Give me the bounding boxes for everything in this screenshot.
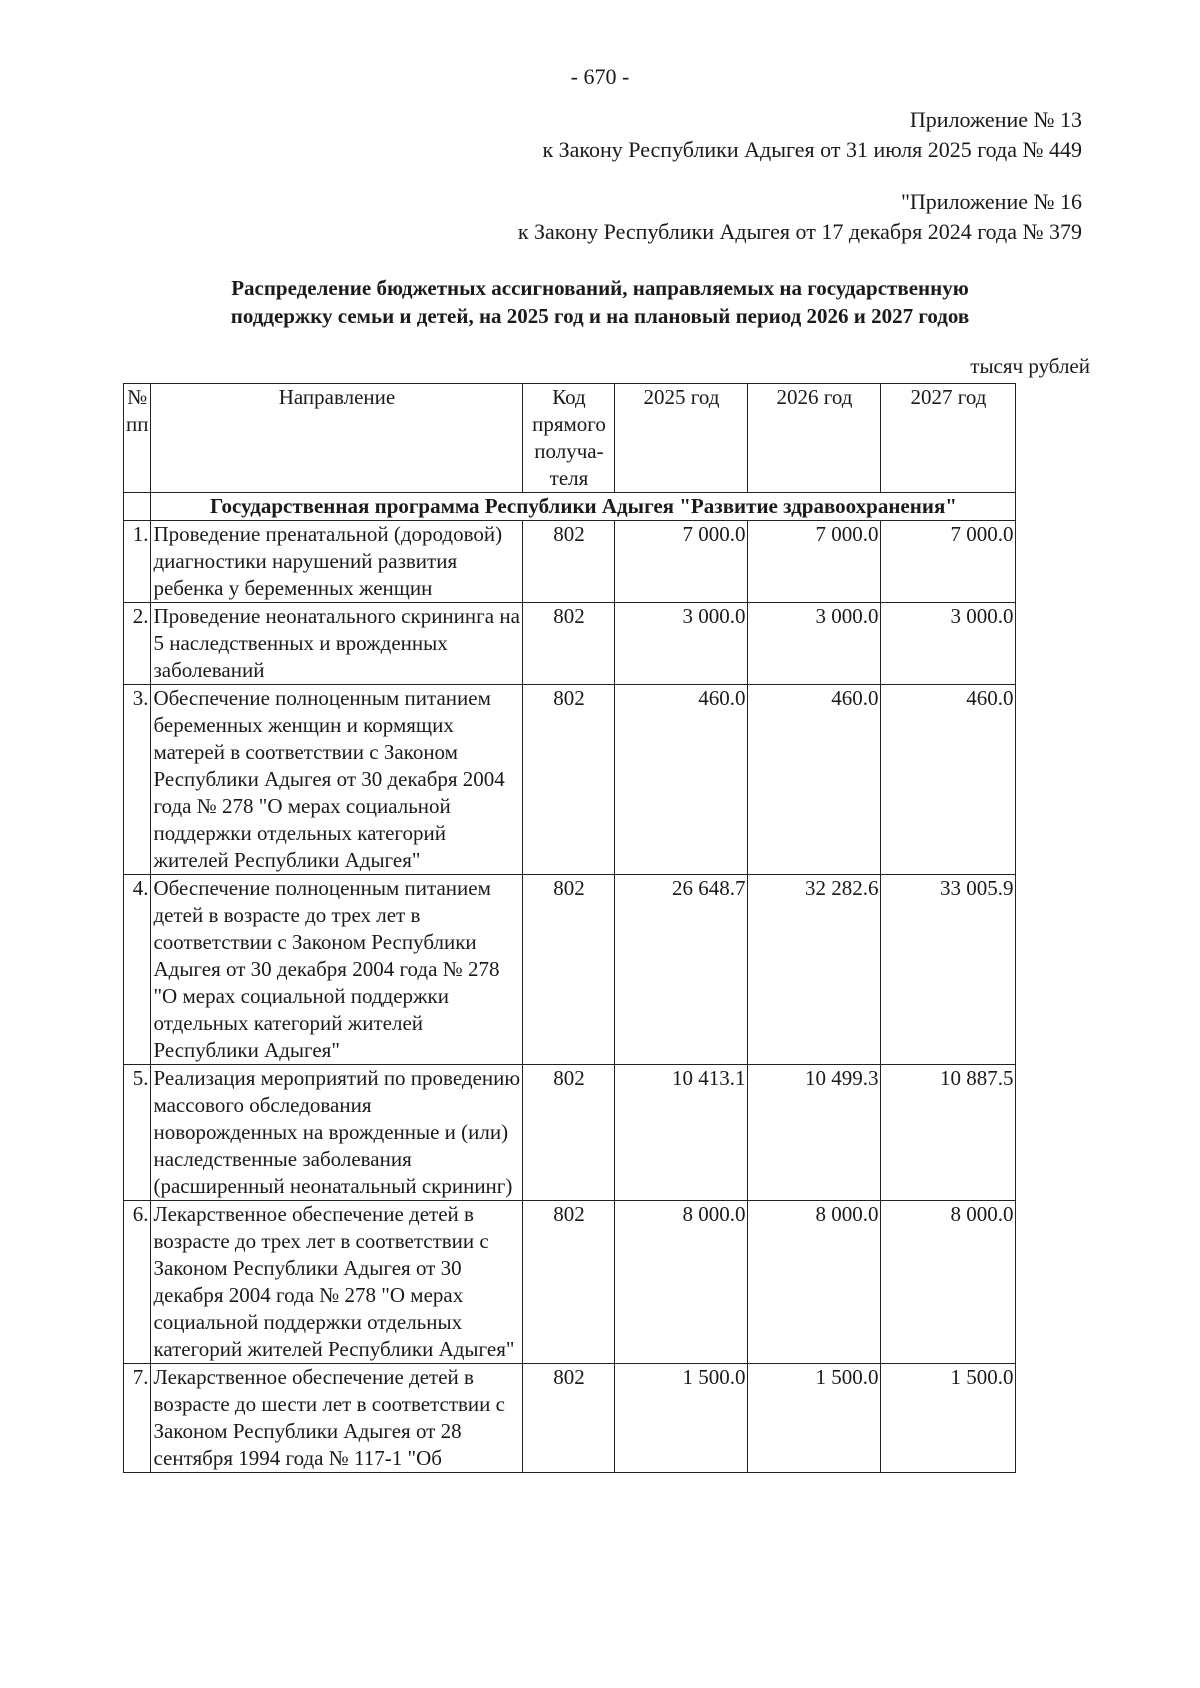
header-num: № пп: [124, 384, 151, 493]
row-value-2027: 1 500.0: [881, 1364, 1016, 1473]
row-value-2027: 8 000.0: [881, 1201, 1016, 1364]
table-header: [124, 384, 1016, 493]
row-value-2026: 8 000.0: [748, 1201, 881, 1364]
row-num: 2.: [124, 603, 151, 685]
row-value-2027: 460.0: [881, 685, 1016, 875]
header-2026: 2026 год: [748, 384, 881, 493]
program-row: [124, 493, 1016, 521]
row-code: 802: [523, 1065, 615, 1201]
row-direction: Лекарственное обеспечение детей в возрасте до трех лет в соответствии с Законом Республики Адыгея от 30 декабря 2004 года № 278 "О мерах социальной поддержки отдельных категорий жителей Республики Адыгея": [151, 1201, 523, 1364]
row-num: 3.: [124, 685, 151, 875]
row-value-2025: 460.0: [615, 685, 748, 875]
appendix-current-line2: к Закону Республики Адыгея от 31 июля 2025 года № 449: [542, 137, 1082, 162]
row-value-2026: 7 000.0: [748, 521, 881, 603]
page-number: - 670 -: [570, 64, 630, 89]
row-value-2027: 7 000.0: [881, 521, 1016, 603]
table-row: [124, 685, 1016, 875]
row-direction: Обеспечение полноценным питанием беременных женщин и кормящих матерей в соответствии с Законом Республики Адыгея от 30 декабря 2004 года № 278 "О мерах социальной поддержки отдельных категорий жителей Республики Адыгея": [151, 685, 523, 875]
appendix-current: [542, 105, 1082, 165]
table-body: [124, 493, 1016, 1473]
header-2025: 2025 год: [615, 384, 748, 493]
row-value-2027: 10 887.5: [881, 1065, 1016, 1201]
header-code: Код прямого получа-теля: [523, 384, 615, 493]
table-row: [124, 875, 1016, 1065]
program-num-cell: [124, 493, 151, 521]
title-line1: Распределение бюджетных ассигнований, направляемых на государственную: [231, 276, 969, 300]
row-value-2025: 7 000.0: [615, 521, 748, 603]
appendix-current-line1: Приложение № 13: [909, 107, 1082, 132]
row-value-2026: 10 499.3: [748, 1065, 881, 1201]
table-row: [124, 1201, 1016, 1364]
header-2027: 2027 год: [881, 384, 1016, 493]
row-code: 802: [523, 875, 615, 1065]
row-value-2027: 33 005.9: [881, 875, 1016, 1065]
row-direction: Реализация мероприятий по проведению массового обследования новорожденных на врожденные и (или) наследственные заболевания (расширенный неонатальный скрининг): [151, 1065, 523, 1201]
header-direction: Направление: [151, 384, 523, 493]
appendix-original-line2: к Закону Республики Адыгея от 17 декабря 2024 года № 379: [517, 219, 1082, 244]
row-value-2025: 10 413.1: [615, 1065, 748, 1201]
document-title: [150, 274, 1050, 330]
row-direction: Обеспечение полноценным питанием детей в возрасте до трех лет в соответствии с Законом Республики Адыгея от 30 декабря 2004 года № 278 "О мерах социальной поддержки отдельных категорий жителей Республики Адыгея": [151, 875, 523, 1065]
row-value-2026: 1 500.0: [748, 1364, 881, 1473]
row-direction: Проведение неонатального скрининга на 5 наследственных и врожденных заболеваний: [151, 603, 523, 685]
title-line2: поддержку семьи и детей, на 2025 год и на плановый период 2026 и 2027 годов: [230, 304, 970, 328]
row-code: 802: [523, 521, 615, 603]
row-num: 7.: [124, 1364, 151, 1473]
table-row: [124, 1065, 1016, 1201]
row-num: 4.: [124, 875, 151, 1065]
row-direction: Проведение пренатальной (дородовой) диагностики нарушений развития ребенка у беременных женщин: [151, 521, 523, 603]
row-code: 802: [523, 1364, 615, 1473]
row-value-2026: 32 282.6: [748, 875, 881, 1065]
row-num: 1.: [124, 521, 151, 603]
appendix-original-line1: "Приложение № 16: [900, 189, 1082, 214]
table-row: [124, 1364, 1016, 1473]
unit-label: тысяч рублей: [970, 354, 1090, 378]
row-value-2025: 1 500.0: [615, 1364, 748, 1473]
row-value-2025: 26 648.7: [615, 875, 748, 1065]
row-direction: Лекарственное обеспечение детей в возрасте до шести лет в соответствии с Законом Республики Адыгея от 28 сентября 1994 года № 117-1 "Об: [151, 1364, 523, 1473]
program-name: Государственная программа Республики Адыгея "Развитие здравоохранения": [151, 493, 1016, 521]
row-code: 802: [523, 1201, 615, 1364]
row-value-2025: 3 000.0: [615, 603, 748, 685]
table-row: [124, 603, 1016, 685]
row-value-2026: 460.0: [748, 685, 881, 875]
row-code: 802: [523, 685, 615, 875]
table-row: [124, 521, 1016, 603]
row-code: 802: [523, 603, 615, 685]
row-num: 5.: [124, 1065, 151, 1201]
row-num: 6.: [124, 1201, 151, 1364]
row-value-2027: 3 000.0: [881, 603, 1016, 685]
budget-table: [123, 383, 1016, 1473]
row-value-2025: 8 000.0: [615, 1201, 748, 1364]
appendix-original: [518, 187, 1082, 247]
row-value-2026: 3 000.0: [748, 603, 881, 685]
